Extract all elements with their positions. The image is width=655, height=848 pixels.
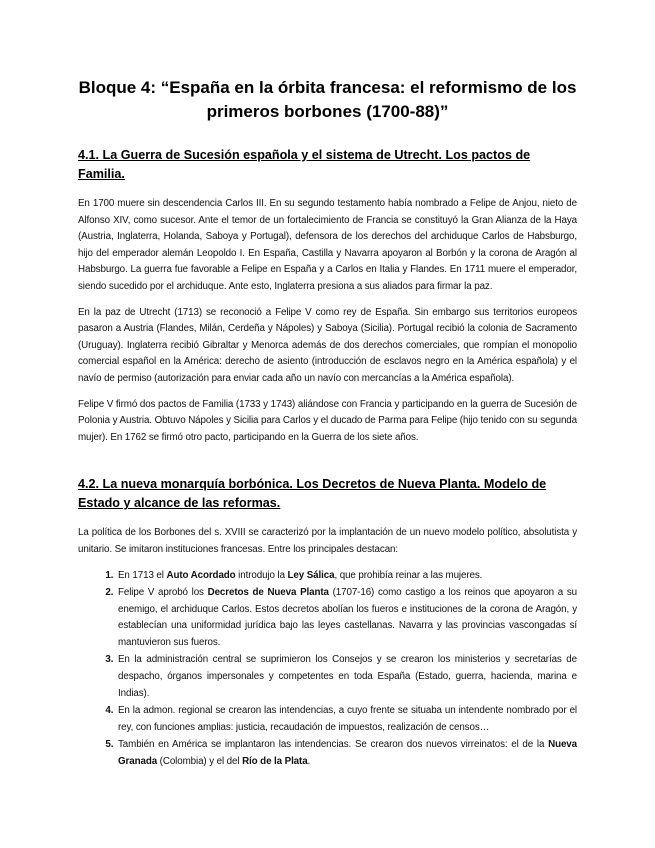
- item-text: En la administración central se suprimieron los Consejos y se crearon los ministerios y secretarías de despacho, órganos impersonales y competentes en toda España (Estado, guerra, hacienda, marina e Indias).: [118, 654, 577, 699]
- list-item: [116, 737, 577, 770]
- item-bold-text: Decretos de Nueva Planta: [207, 587, 329, 599]
- item-text: En 1713 el: [118, 569, 167, 581]
- section-1-paragraph-3: Felipe V firmó dos pactos de Familia (1733 y 1743) aliándose con Francia y participando en la guerra de Sucesión de Polonia y Austria. Obtuvo Nápoles y Sicilia para Carlos y el ducado de Parma para Felipe (hijo tenido con su segunda mujer). En 1762 se firmó otro pacto, participando en la Guerra de los siete años.: [78, 398, 577, 443]
- item-text: (Colombia) y el del: [157, 756, 243, 768]
- item-bold-text: Nueva Granada: [118, 739, 577, 768]
- list-item: [116, 703, 577, 736]
- item-text: .: [307, 756, 311, 768]
- item-bold-text: Ley Sálica: [287, 569, 335, 581]
- reforms-list: [78, 568, 577, 771]
- section-1-paragraph-2: En la paz de Utrecht (1713) se reconoció a Felipe V como rey de España. Sin embargo sus territorios europeos pasaron a Austria (Flandes, Milán, Cerdeña y Nápoles) y Saboya (Sicilia). Portugal recibió la colonia de Sacramento (Uruguay). Inglaterra recibió Gibraltar y Menorca además de dos derechos comerciales, que rompían el monopolio comercial español en la América: derecho de asiento (introducción de esclavos negro en la América española) y el navío de permiso (autorización para enviar cada año un navío con mercancías a la América española).: [78, 306, 577, 384]
- list-item: [116, 568, 577, 585]
- section-1-heading: 4.1. La Guerra de Sucesión española y el sistema de Utrecht. Los pactos de Familia.: [78, 148, 531, 181]
- section-spacer: [78, 455, 577, 475]
- document-title: [78, 76, 577, 124]
- item-text: , que prohibía reinar a las mujeres.: [334, 569, 483, 581]
- title-line-1: Bloque 4: “España en la órbita francesa: el reformismo de los: [78, 78, 577, 97]
- item-text: Felipe V aprobó los: [118, 587, 208, 599]
- item-text: (1707-16) como castigo a los reinos que apoyaron a su enemigo, el archiduque Carlos. Estos decretos abolían los fueros e instituciones de la corona de Aragón, y establecían una uniformidad jurídica bajo las leyes castellanas. Navarra y las provincias vascongadas sí mantuvieron sus fueros.: [118, 587, 577, 648]
- section-2-heading: 4.2. La nueva monarquía borbónica. Los Decretos de Nueva Planta. Modelo de Estado y alcance de las reformas.: [78, 477, 547, 511]
- list-item: [116, 585, 577, 651]
- section-1-paragraph-1: En 1700 muere sin descendencia Carlos III. En su segundo testamento había nombrado a Felipe de Anjou, nieto de Alfonso XIV, como sucesor. Ante el temor de un fortalecimiento de Francia se constituyó la Gran Alianza de la Haya (Austria, Inglaterra, Holanda, Saboya y Portugal), defensora de los derechos del archiduque Carlos de Habsburgo, hijo del emperador alemán Leopoldo I. En España, Castilla y Navarra apoyaron al Borbón y la corona de Aragón al Habsburgo. La guerra fue favorable a Felipe en España y a Carlos en Italia y Flandes. En 1711 muere el emperador, siendo sucedido por el archiduque. Ante esto, Inglaterra presiona a sus aliados para firmar la paz.: [78, 198, 577, 292]
- title-line-2: primeros borbones (1700-88)”: [206, 102, 449, 121]
- item-text: También en América se implantaron las intendencias. Se crearon dos nuevos virreinatos: el de la: [118, 739, 549, 751]
- item-text: En la admon. regional se crearon las intendencias, a cuyo frente se situaba un intendente nombrado por el rey, con funciones amplias: justicia, recaudación de impuestos, realización de censos…: [118, 705, 577, 733]
- section-2-intro: La política de los Borbones del s. XVIII se caracterizó por la implantación de un nuevo modelo político, absolutista y unitario. Se imitaron instituciones francesas. Entre los principales destacan:: [78, 527, 577, 555]
- item-bold-text: Río de la Plata: [242, 756, 308, 768]
- item-text: introdujo la: [235, 569, 288, 581]
- item-bold-text: Auto Acordado: [166, 569, 236, 581]
- list-item: [116, 652, 577, 702]
